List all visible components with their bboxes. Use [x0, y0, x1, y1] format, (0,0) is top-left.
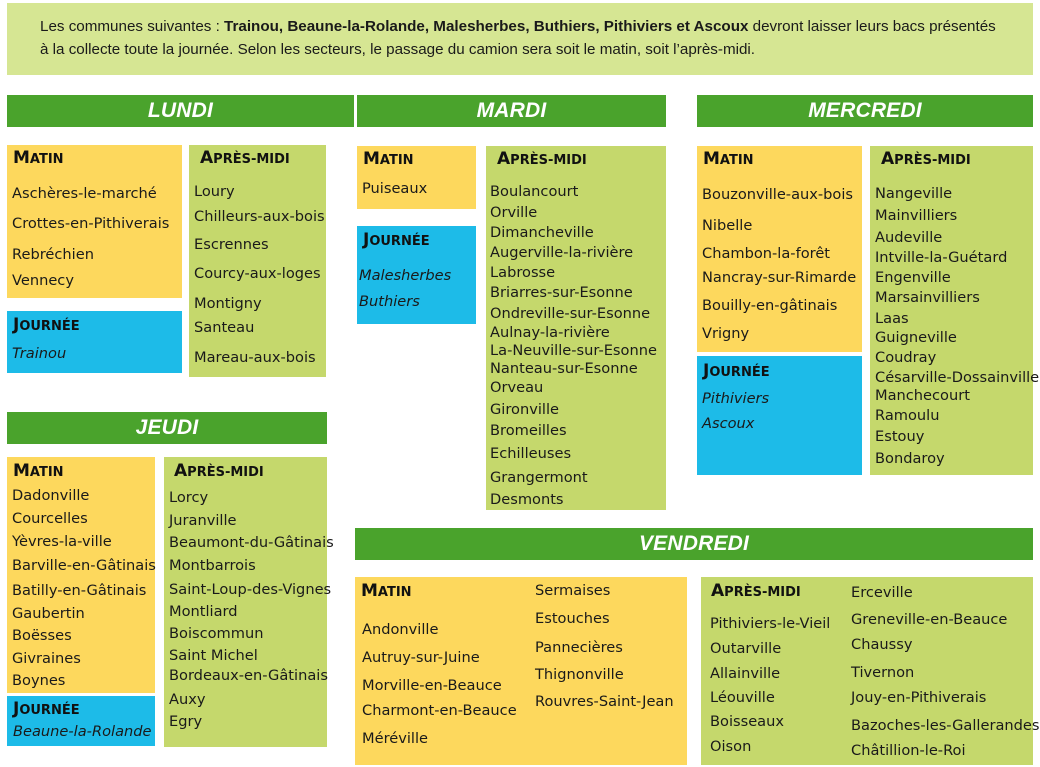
commune-lundi-matin: Crottes-en-Pithiverais — [12, 215, 170, 232]
commune-vendredi-apres-midi-col2: Jouy-en-Pithiverais — [851, 689, 987, 706]
commune-jeudi-apres-midi: Egry — [169, 713, 203, 730]
jeudi-journee-header: JOURNÉE — [13, 699, 80, 719]
commune-vendredi-matin: Méréville — [362, 730, 429, 747]
commune-mercredi-matin: Chambon-la-forêt — [702, 245, 831, 262]
commune-mardi-journee: Malesherbes — [359, 267, 452, 284]
commune-mercredi-apres-midi: Mainvilliers — [875, 207, 958, 224]
commune-vendredi-matin-col2: Pannecières — [535, 639, 623, 656]
commune-jeudi-matin: Barville-en-Gâtinais — [12, 557, 156, 574]
commune-mardi-apres-midi: Desmonts — [490, 491, 564, 508]
commune-mercredi-apres-midi: Intville-la-Guétard — [875, 249, 1008, 266]
jeudi-matin-header: MATIN — [13, 461, 64, 481]
commune-vendredi-apres-midi-col2: Châtillion-le-Roi — [851, 742, 966, 759]
commune-vendredi-matin-col2: Sermaises — [535, 582, 611, 599]
intro-communes-bold: Trainou, Beaune-la-Rolande, Malesherbes, Buthiers, Pithiviers et Ascoux — [224, 18, 749, 35]
vendredi-apres-midi-header: APRÈS-MIDI — [711, 581, 801, 601]
commune-mercredi-apres-midi: Audeville — [875, 229, 943, 246]
commune-jeudi-matin: Gaubertin — [12, 605, 85, 622]
commune-mardi-apres-midi: Echilleuses — [490, 445, 572, 462]
commune-mardi-journee: Buthiers — [359, 293, 420, 310]
commune-jeudi-matin: Boësses — [12, 627, 72, 644]
commune-jeudi-apres-midi: Bordeaux-en-Gâtinais — [169, 667, 328, 684]
commune-lundi-apres-midi: Escrennes — [194, 236, 269, 253]
mardi-journee-header: JOURNÉE — [363, 230, 430, 250]
commune-vendredi-apres-midi-col2: Bazoches-les-Gallerandes — [851, 717, 1040, 734]
commune-lundi-matin: Aschères-le-marché — [12, 185, 157, 202]
commune-mardi-apres-midi: Nanteau-sur-Esonne — [490, 360, 638, 377]
commune-jeudi-journee: Beaune-la-Rolande — [13, 723, 152, 740]
commune-lundi-apres-midi: Loury — [194, 183, 235, 200]
commune-vendredi-matin-col2: Thignonville — [535, 666, 624, 683]
commune-vendredi-apres-midi: Pithiviers-le-Vieil — [710, 615, 831, 632]
commune-mercredi-matin: Vrigny — [702, 325, 750, 342]
commune-jeudi-matin: Yèvres-la-ville — [12, 533, 112, 550]
commune-jeudi-matin: Dadonville — [12, 487, 90, 504]
day-banner-jeudi: JEUDI — [7, 412, 327, 444]
commune-jeudi-apres-midi: Lorcy — [169, 489, 209, 506]
mercredi-matin-header: MATIN — [703, 149, 754, 169]
lundi-apres-midi-header: APRÈS-MIDI — [200, 148, 290, 168]
mardi-apres-midi-header: APRÈS-MIDI — [497, 149, 587, 169]
commune-mardi-apres-midi: Aulnay-la-rivière — [490, 324, 610, 341]
commune-mardi-apres-midi: Dimancheville — [490, 224, 594, 241]
commune-lundi-apres-midi: Santeau — [194, 319, 255, 336]
commune-mercredi-apres-midi: Coudray — [875, 349, 937, 366]
commune-jeudi-apres-midi: Auxy — [169, 691, 206, 708]
vendredi-matin-header: MATIN — [361, 581, 412, 601]
commune-vendredi-matin: Charmont-en-Beauce — [362, 702, 517, 719]
day-banner-mercredi: MERCREDI — [697, 95, 1033, 127]
commune-jeudi-matin: Boynes — [12, 672, 66, 689]
intro-text-start: Les communes suivantes : — [40, 18, 225, 35]
commune-mardi-apres-midi: Grangermont — [490, 469, 588, 486]
lundi-matin-header: MATIN — [13, 148, 64, 168]
commune-jeudi-matin: Courcelles — [12, 510, 88, 527]
commune-mardi-apres-midi: Ondreville-sur-Esonne — [490, 305, 651, 322]
commune-mardi-matin: Puiseaux — [362, 180, 428, 197]
lundi-journee-header: JOURNÉE — [13, 315, 80, 335]
commune-jeudi-matin: Batilly-en-Gâtinais — [12, 582, 147, 599]
commune-mercredi-journee: Pithiviers — [702, 390, 770, 407]
commune-vendredi-apres-midi: Boisseaux — [710, 713, 785, 730]
day-banner-lundi: LUNDI — [7, 95, 354, 127]
commune-lundi-matin: Vennecy — [12, 272, 74, 289]
commune-vendredi-matin: Morville-en-Beauce — [362, 677, 502, 694]
commune-mercredi-matin: Bouzonville-aux-bois — [702, 186, 854, 203]
commune-lundi-apres-midi: Courcy-aux-loges — [194, 265, 321, 282]
commune-jeudi-apres-midi: Beaumont-du-Gâtinais — [169, 534, 334, 551]
commune-lundi-matin: Rebréchien — [12, 246, 94, 263]
day-banner-vendredi: VENDREDI — [355, 528, 1033, 560]
commune-vendredi-apres-midi-col2: Erceville — [851, 584, 913, 601]
commune-lundi-journee: Trainou — [12, 345, 67, 362]
intro-text-end: devront laisser leurs bacs présentés à la collecte toute la journée. Selon les secteurs, le passage du camion sera soit le matin, soit l’après-midi. — [40, 18, 996, 58]
commune-mercredi-matin: Nancray-sur-Rimarde — [702, 269, 857, 286]
commune-mercredi-apres-midi: Ramoulu — [875, 407, 940, 424]
commune-jeudi-apres-midi: Juranville — [169, 512, 237, 529]
mardi-matin-header: MATIN — [363, 149, 414, 169]
lundi-apres-midi-box — [189, 145, 326, 377]
commune-mercredi-apres-midi: Laas — [875, 310, 909, 327]
intro-notice — [7, 3, 1033, 75]
commune-jeudi-apres-midi: Boiscommun — [169, 625, 264, 642]
commune-mardi-apres-midi: La-Neuville-sur-Esonne — [490, 342, 657, 359]
commune-jeudi-apres-midi: Saint-Loup-des-Vignes — [169, 581, 332, 598]
commune-vendredi-matin-col2: Estouches — [535, 610, 610, 627]
commune-mardi-apres-midi: Orveau — [490, 379, 544, 396]
commune-mercredi-apres-midi: Nangeville — [875, 185, 953, 202]
commune-jeudi-apres-midi: Montbarrois — [169, 557, 256, 574]
mercredi-journee-header: JOURNÉE — [703, 361, 770, 381]
commune-mercredi-apres-midi: Césarville-Dossainville — [875, 369, 1040, 386]
commune-jeudi-matin: Givraines — [12, 650, 81, 667]
commune-mercredi-apres-midi: Estouy — [875, 428, 925, 445]
commune-jeudi-apres-midi: Saint Michel — [169, 647, 258, 664]
commune-mardi-apres-midi: Augerville-la-rivière — [490, 244, 634, 261]
commune-lundi-apres-midi: Chilleurs-aux-bois — [194, 208, 325, 225]
commune-mercredi-apres-midi: Bondaroy — [875, 450, 945, 467]
commune-vendredi-matin-col2: Rouvres-Saint-Jean — [535, 693, 674, 710]
commune-mardi-apres-midi: Briarres-sur-Esonne — [490, 284, 633, 301]
commune-jeudi-apres-midi: Montliard — [169, 603, 238, 620]
commune-vendredi-apres-midi-col2: Greneville-en-Beauce — [851, 611, 1008, 628]
commune-mardi-apres-midi: Labrosse — [490, 264, 556, 281]
commune-vendredi-matin: Andonville — [362, 621, 439, 638]
commune-lundi-apres-midi: Mareau-aux-bois — [194, 349, 316, 366]
commune-vendredi-apres-midi-col2: Chaussy — [851, 636, 913, 653]
commune-vendredi-apres-midi: Allainville — [710, 665, 781, 682]
commune-vendredi-apres-midi-col2: Tivernon — [851, 664, 915, 681]
commune-mercredi-matin: Nibelle — [702, 217, 753, 234]
commune-vendredi-matin: Autruy-sur-Juine — [362, 649, 480, 666]
commune-mardi-apres-midi: Orville — [490, 204, 538, 221]
commune-mercredi-journee: Ascoux — [702, 415, 755, 432]
commune-vendredi-apres-midi: Outarville — [710, 640, 782, 657]
commune-vendredi-apres-midi: Léouville — [710, 689, 775, 706]
commune-mardi-apres-midi: Boulancourt — [490, 183, 579, 200]
commune-mardi-apres-midi: Gironville — [490, 401, 559, 418]
commune-mercredi-apres-midi: Marsainvilliers — [875, 289, 980, 306]
commune-mercredi-apres-midi: Manchecourt — [875, 387, 970, 404]
commune-vendredi-apres-midi: Oison — [710, 738, 752, 755]
commune-mercredi-apres-midi: Guigneville — [875, 329, 957, 346]
commune-lundi-apres-midi: Montigny — [194, 295, 262, 312]
commune-mercredi-apres-midi: Engenville — [875, 269, 951, 286]
day-banner-mardi: MARDI — [357, 95, 666, 127]
commune-mardi-apres-midi: Bromeilles — [490, 422, 567, 439]
mercredi-apres-midi-header: APRÈS-MIDI — [881, 149, 971, 169]
commune-mercredi-matin: Bouilly-en-gâtinais — [702, 297, 838, 314]
jeudi-apres-midi-header: APRÈS-MIDI — [174, 461, 264, 481]
